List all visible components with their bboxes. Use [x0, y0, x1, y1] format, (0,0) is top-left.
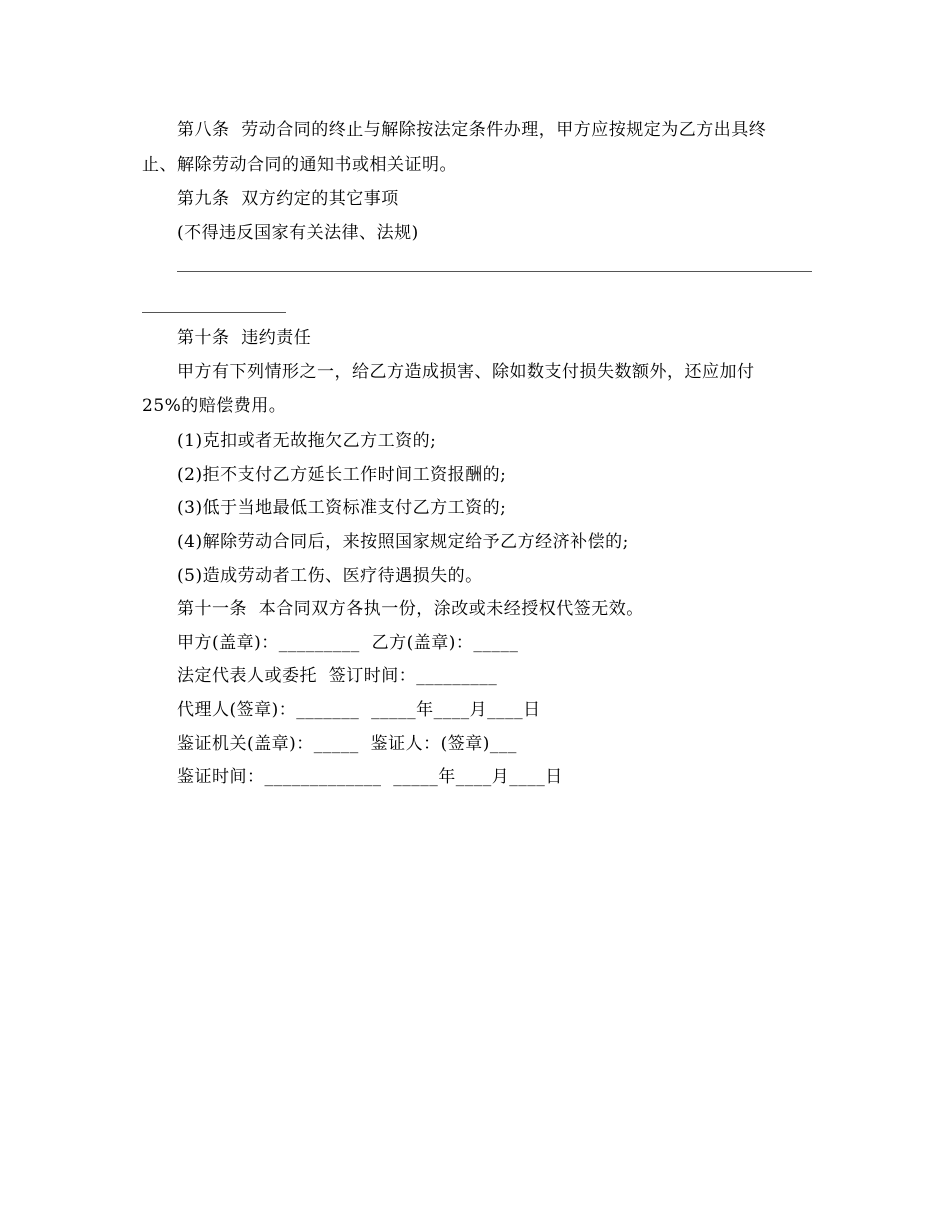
article-8-line-1: 第八条 劳动合同的终止与解除按法定条件办理，甲方应按规定为乙方出具终: [177, 120, 767, 140]
article-10-title: 第十条 违约责任: [177, 328, 312, 348]
list-item: (3)低于当地最低工资标准支付乙方工资的;: [177, 498, 507, 518]
list-item: (1)克扣或者无故拖欠乙方工资的;: [177, 431, 437, 451]
article-10-line-1: 甲方有下列情形之一，给乙方造成损害、除如数支付损失数额外，还应加付: [177, 362, 755, 382]
signature-time: 鉴证时间：_____________ _____年____月____日: [177, 767, 563, 787]
article-9-note: (不得违反国家有关法律、法规): [177, 223, 419, 243]
list-item: (4)解除劳动合同后，来按照国家规定给予乙方经济补偿的;: [177, 532, 629, 552]
list-item: (2)拒不支付乙方延长工作时间工资报酬的;: [177, 465, 507, 485]
signature-parties: 甲方(盖章)：_________ 乙方(盖章)：_____: [177, 633, 519, 653]
signature-agent: 代理人(签章)：_______ _____年____月____日: [177, 700, 541, 720]
article-11: 第十一条 本合同双方各执一份，涂改或未经授权代签无效。: [177, 599, 644, 619]
list-item: (5)造成劳动者工伤、医疗待遇损失的。: [177, 566, 483, 586]
article-9-title: 第九条 双方约定的其它事项: [177, 189, 399, 209]
fill-in-line-1: [177, 271, 812, 272]
fill-in-line-2: [142, 312, 286, 313]
article-8-line-2: 止、解除劳动合同的通知书或相关证明。: [142, 155, 457, 175]
signature-authority: 鉴证机关(盖章)：_____ 鉴证人：(签章)___: [177, 734, 517, 754]
article-10-line-2: 25%的赔偿费用。: [142, 396, 287, 416]
signature-representative: 法定代表人或委托 签订时间：_________: [177, 666, 498, 686]
